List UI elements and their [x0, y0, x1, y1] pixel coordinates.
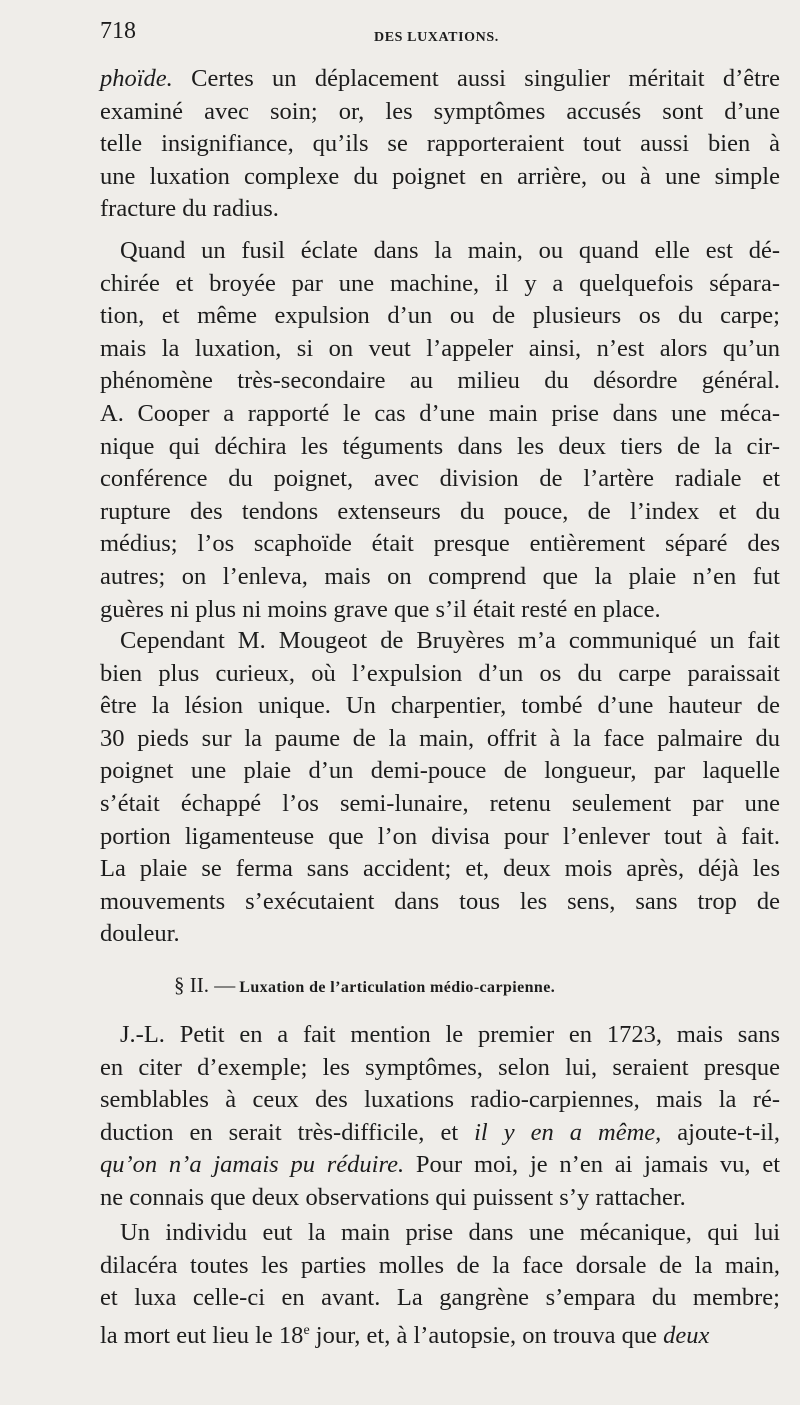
text-segment: nique qui déchira les téguments dans les deux tiers de la cir- [100, 432, 780, 460]
text-segment: Quand un fusil éclate dans la main, ou quand elle est dé- [120, 237, 780, 264]
text-segment: portion ligamenteuse que l’on divisa pour l’enlever tout à fait. [100, 822, 780, 850]
text-segment: rupture des tendons extenseurs du pouce, de l’index et du [100, 497, 780, 525]
italic-text: deux [663, 1321, 710, 1349]
text-segment: fracture du radius. [100, 195, 279, 223]
running-head: DES LUXATIONS. [374, 30, 499, 45]
text-segment: J.-L. Petit en a fait mention le premier en 1723, mais sans [120, 1021, 780, 1048]
text-line [100, 190, 780, 228]
text-segment: semblables à ceux des luxations radio-carpiennes, mais la ré- [100, 1086, 780, 1114]
text-segment: autres; on l’enleva, mais on comprend que la plaie n’en fut [100, 563, 780, 590]
section-number: § II. — [174, 973, 236, 997]
page-number: 718 [100, 18, 136, 44]
text-segment: La plaie se ferma sans accident; et, deux mois après, déjà les [100, 855, 780, 883]
text-segment: Pour moi, je n’en ai jamais vu, et [404, 1151, 780, 1179]
text-segment: ajoute-t-il, [661, 1118, 780, 1146]
text-segment: bien plus curieux, où l’expulsion d’un os du carpe paraissait [100, 659, 780, 687]
section-heading [174, 970, 734, 1000]
text-segment: phénomène très-secondaire au milieu du désordre général. [100, 367, 780, 395]
text-segment: la mort eut lieu le 18 [100, 1321, 304, 1349]
text-line [100, 915, 780, 953]
text-segment: une luxation complexe du poignet en arrière, ou à une simple [100, 162, 780, 190]
text-segment: médius; l’os scaphoïde était presque entièrement séparé des [100, 530, 780, 558]
italic-text: il y en a même, [474, 1118, 662, 1146]
italic-text: qu’on n’a jamais pu réduire. [100, 1151, 405, 1179]
text-segment: jour, et, à l’autopsie, on trouva que [309, 1321, 664, 1349]
section-title: Luxation de l’articulation médio-carpienne. [239, 979, 556, 996]
text-segment: dilacéra toutes les parties molles de la face dorsale de la main, [100, 1251, 780, 1279]
text-segment: s’était échappé l’os semi-lunaire, retenu seulement par une [100, 790, 780, 817]
text-segment: en citer d’exemple; les symptômes, selon lui, seraient presque [100, 1053, 780, 1081]
text-segment: e [303, 1322, 310, 1338]
italic-text: phoïde. [100, 65, 173, 92]
text-segment: ne connais que deux observations qui puissent s’y rattacher. [100, 1184, 686, 1211]
text-line [100, 1179, 780, 1217]
text-segment: mouvements s’exécutaient dans tous les sens, sans trop de [100, 887, 780, 915]
text-segment: telle insignifiance, qu’ils se rapporteraient tout aussi bien à [100, 130, 780, 158]
text-segment: Un individu eut la main prise dans une mécanique, qui lui [120, 1219, 780, 1246]
text-segment: Certes un déplacement aussi singulier méritait d’être [172, 65, 780, 92]
text-segment: examiné avec soin; or, les symptômes accusés sont d’une [100, 97, 780, 125]
text-segment: conférence du poignet, avec division de l’artère radiale et [100, 465, 780, 493]
text-segment: et luxa celle-ci en avant. La gangrène s’empara du membre; [100, 1284, 780, 1312]
page-header [100, 18, 780, 58]
text-segment: douleur. [100, 920, 180, 948]
text-segment: 30 pieds sur la paume de la main, offrit à la face palmaire du [100, 724, 780, 752]
text-line [100, 1312, 780, 1350]
text-segment: poignet une plaie d’un demi-pouce de longueur, par laquelle [100, 757, 780, 785]
text-segment: duction en serait très-difficile, et [100, 1118, 475, 1146]
text-segment: être la lésion unique. Un charpentier, tombé d’une hauteur de [100, 692, 780, 720]
text-segment: chirée et broyée par une machine, il y a quelquefois sépara- [100, 269, 780, 297]
text-segment: tion, et même expulsion d’un ou de plusieurs os du carpe; [100, 302, 780, 330]
text-segment: mais la luxation, si on veut l’appeler ainsi, n’est alors qu’un [100, 334, 780, 362]
text-segment: guères ni plus ni moins grave que s’il était resté en place. [100, 595, 661, 623]
text-segment: A. Cooper a rapporté le cas d’une main prise dans une méca- [100, 400, 780, 427]
text-segment: Cependant M. Mougeot de Bruyères m’a communiqué un fait [120, 627, 780, 654]
